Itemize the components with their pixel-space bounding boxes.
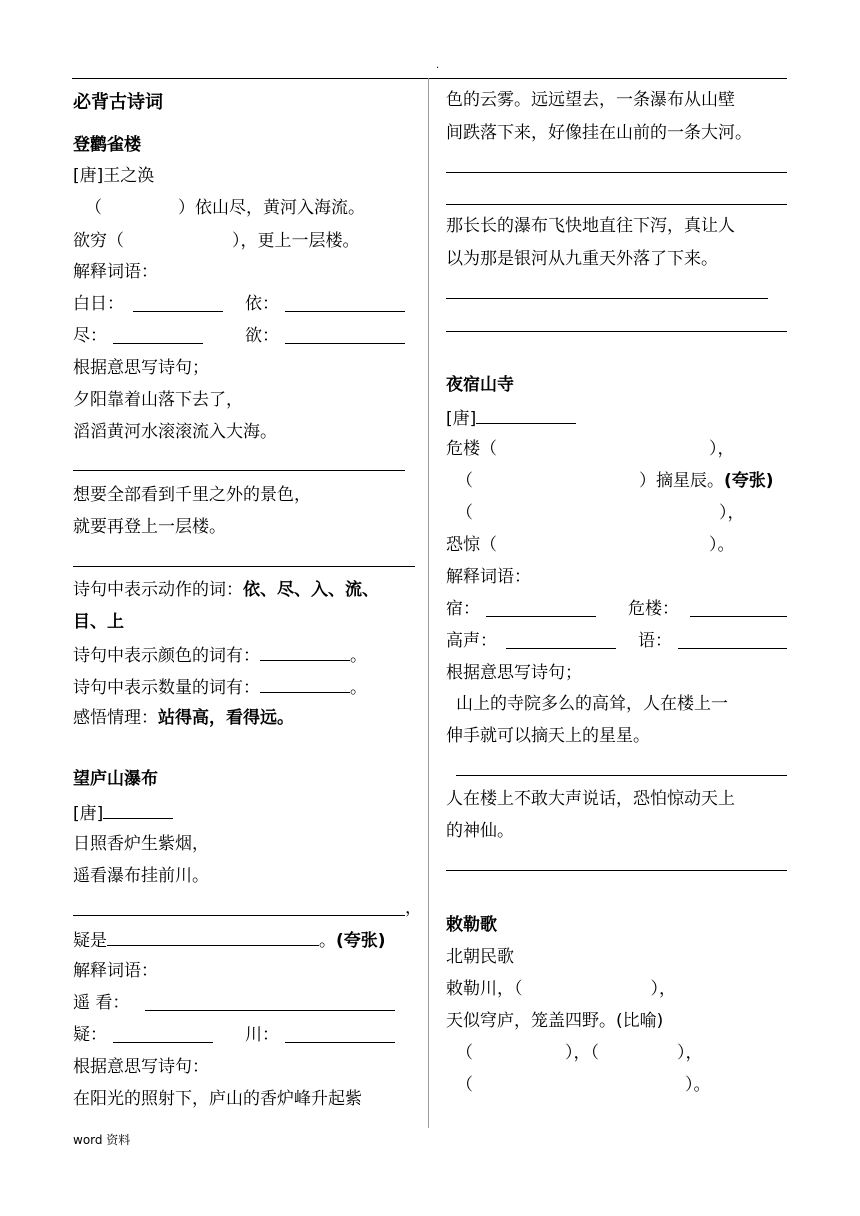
poem-title: 夜宿山寺 [446, 375, 514, 395]
meaning-text: 夕阳靠着山落下去了， [73, 390, 243, 410]
answer-blank[interactable] [133, 311, 223, 312]
answer-line[interactable] [446, 172, 787, 173]
answer-blank[interactable] [145, 1010, 395, 1011]
poem-line: 危楼（ ）， [446, 439, 735, 459]
word-label: 疑： [73, 1025, 107, 1045]
word-label: 高声： [446, 631, 497, 651]
meaning-text: 色的云雾。远远望去，一条瀑布从山壁 [446, 90, 735, 110]
meaning-text: 人在楼上不敢大声说话，恐怕惊动天上 [446, 789, 735, 809]
poem-line: 恐惊（ ）。 [446, 535, 735, 555]
answer-line[interactable] [446, 298, 768, 299]
meaning-text: 伸手就可以摘天上的星星。 [446, 726, 650, 746]
word-label: 语： [638, 631, 672, 651]
meaning-text: 在阳光的照射下，庐山的香炉峰升起紫 [73, 1089, 362, 1109]
poem-title: 敕勒歌 [446, 915, 497, 935]
poem-author: [唐]王之涣 [73, 166, 155, 186]
answer-line[interactable] [73, 915, 405, 916]
poem-line: （ ），（ ）， [456, 1043, 703, 1063]
word-label: 宿： [446, 599, 480, 619]
answer-blank[interactable] [506, 648, 616, 649]
meaning-text: 间跌落下来，好像挂在山前的一条大河。 [446, 123, 752, 143]
answer-line[interactable] [73, 566, 415, 567]
answer-line[interactable] [446, 204, 787, 205]
top-mark: . [436, 60, 440, 71]
poem-line: （ ）， [456, 503, 745, 523]
explain-label: 解释词语： [446, 567, 531, 587]
word-label: 欲： [245, 326, 279, 346]
answer-blank[interactable] [285, 311, 405, 312]
answer-blank[interactable] [678, 648, 787, 649]
footer: word 资料 [73, 1133, 131, 1147]
header-rule [72, 78, 787, 79]
poem-line: 遥看瀑布挂前川。 [73, 866, 209, 886]
poem-author: [唐] [73, 802, 173, 824]
answer-blank[interactable] [285, 343, 405, 344]
action-words-cont: 目、上 [73, 612, 124, 632]
poem-line: 日照香炉生紫烟， [73, 834, 209, 854]
word-label: 尽： [73, 326, 107, 346]
meaning-text: 以为那是银河从九重天外落了下来。 [446, 249, 718, 269]
poem-author: 北朝民歌 [446, 947, 514, 967]
answer-blank[interactable] [113, 1042, 213, 1043]
meaning-text: 山上的寺院多么的高耸，人在楼上一 [456, 694, 728, 714]
poem-line: （ ）。 [456, 1075, 711, 1095]
meaning-text: 的神仙。 [446, 821, 514, 841]
answer-line[interactable] [446, 870, 787, 871]
answer-blank[interactable] [113, 343, 203, 344]
answer-blank[interactable] [285, 1042, 395, 1043]
answer-blank[interactable] [486, 616, 596, 617]
color-words: 诗句中表示颜色的词有： 。 [73, 646, 367, 666]
word-label: 遥 看： [73, 993, 130, 1013]
action-words: 诗句中表示动作的词：依、尽、入、流、 [73, 580, 379, 600]
comma: ， [405, 898, 422, 918]
poem-author: [唐] [446, 407, 576, 429]
word-label: 白日： [73, 294, 124, 314]
answer-line[interactable] [446, 331, 787, 332]
answer-blank[interactable] [690, 616, 787, 617]
answer-line[interactable] [456, 775, 787, 776]
word-label: 依： [245, 294, 279, 314]
section-title: 必背古诗词 [73, 92, 163, 113]
feeling: 感悟情理：站得高，看得远。 [73, 708, 294, 728]
poem-line: 天似穹庐，笼盖四野。(比喻) [446, 1011, 664, 1031]
poem-line: 敕勒川，（ ）， [446, 979, 676, 999]
meaning-text: 滔滔黄河水滚滚流入大海。 [73, 422, 277, 442]
poem-line: 欲穷（ ），更上一层楼。 [73, 231, 360, 251]
answer-line[interactable] [73, 470, 405, 471]
word-label: 川： [245, 1025, 279, 1045]
poem-title: 望庐山瀑布 [73, 769, 158, 789]
meaning-text: 那长长的瀑布飞快地直往下泻，真让人 [446, 216, 735, 236]
word-label: 危楼： [628, 599, 679, 619]
poem-line: 疑是 。(夸张) [73, 931, 386, 951]
explain-label: 解释词语： [73, 262, 158, 282]
poem-title: 登鹳雀楼 [73, 135, 141, 155]
meaning-text: 就要再登上一层楼。 [73, 517, 226, 537]
explain-label: 解释词语： [73, 961, 158, 981]
poem-line: （ ）摘星辰。(夸张) [456, 471, 774, 491]
write-label: 根据意思写诗句； [446, 663, 582, 683]
poem-line: （ ）依山尽，黄河入海流。 [85, 198, 365, 218]
column-divider [428, 78, 429, 1128]
number-words: 诗句中表示数量的词有： 。 [73, 678, 367, 698]
meaning-text: 想要全部看到千里之外的景色， [73, 485, 311, 505]
write-label: 根据意思写诗句； [73, 358, 209, 378]
write-label: 根据意思写诗句： [73, 1057, 209, 1077]
